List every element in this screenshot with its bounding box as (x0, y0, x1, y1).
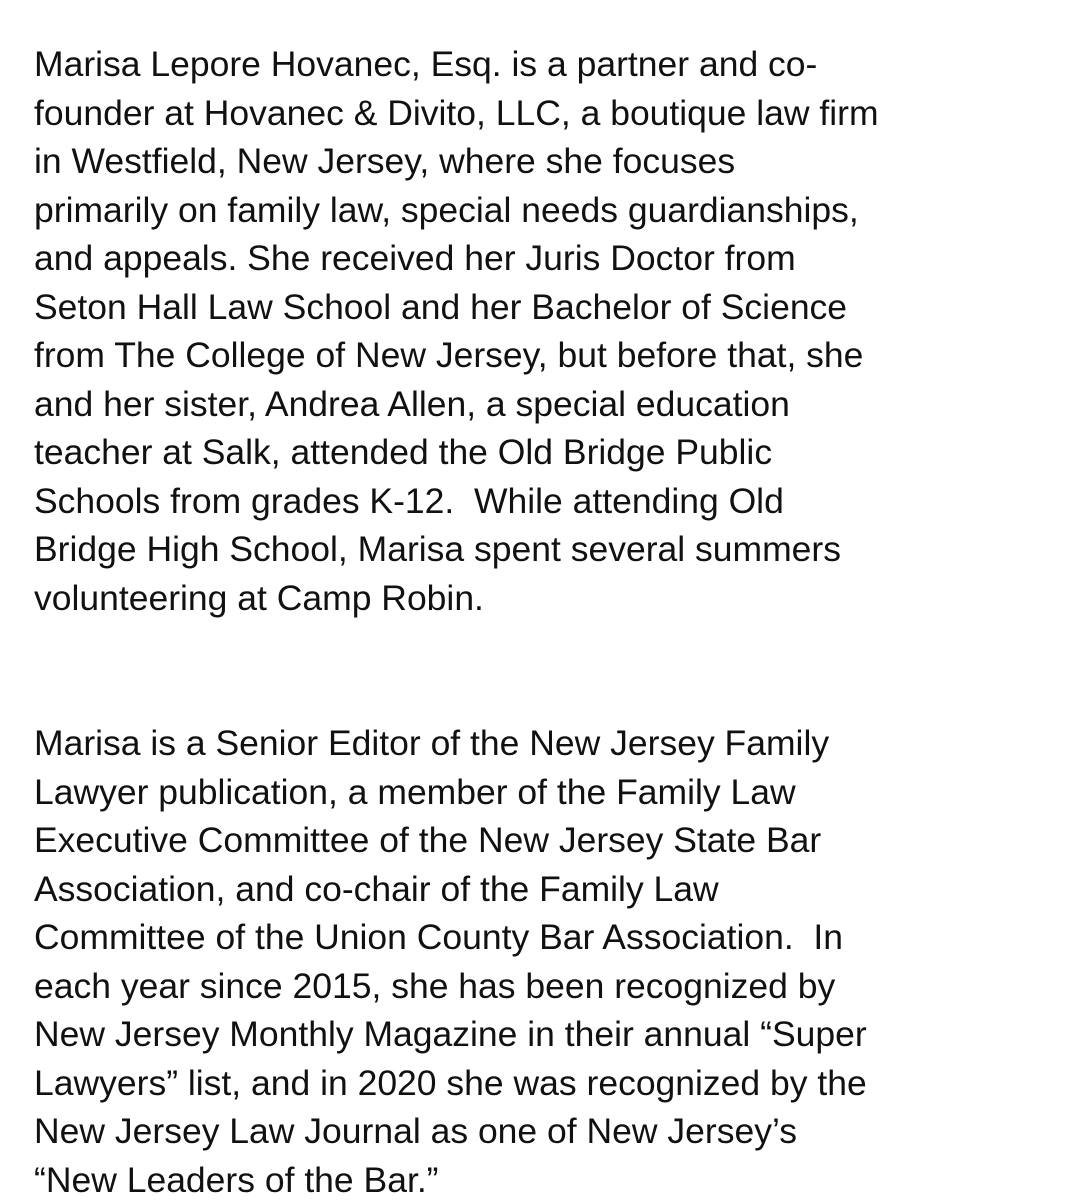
bio-paragraph-1 (34, 40, 1054, 622)
text-line: Executive Committee of the New Jersey State Bar (34, 816, 1054, 865)
text-line: in Westfield, New Jersey, where she focuses (34, 137, 1054, 186)
text-line: Marisa is a Senior Editor of the New Jersey Family (34, 719, 1054, 768)
text-line: and her sister, Andrea Allen, a special education (34, 380, 1054, 429)
text-line: and appeals. She received her Juris Doctor from (34, 234, 1054, 283)
text-line: Lawyer publication, a member of the Family Law (34, 768, 1054, 817)
text-line: Seton Hall Law School and her Bachelor of Science (34, 283, 1054, 332)
text-line: Lawyers” list, and in 2020 she was recognized by the (34, 1059, 1054, 1108)
text-line: New Jersey Law Journal as one of New Jersey’s (34, 1107, 1054, 1156)
text-line: Committee of the Union County Bar Association. In (34, 913, 1054, 962)
text-line: volunteering at Camp Robin. (34, 574, 1054, 623)
text-line: from The College of New Jersey, but before that, she (34, 331, 1054, 380)
text-line: “New Leaders of the Bar.” (34, 1156, 1054, 1204)
paragraph-spacer (34, 622, 1054, 719)
text-line: Schools from grades K-12. While attending Old (34, 477, 1054, 526)
text-line: Association, and co-chair of the Family Law (34, 865, 1054, 914)
text-line: teacher at Salk, attended the Old Bridge Public (34, 428, 1054, 477)
text-line: primarily on family law, special needs guardianships, (34, 186, 1054, 235)
bio-document (34, 40, 1054, 1204)
text-line: Bridge High School, Marisa spent several summers (34, 525, 1054, 574)
text-line: each year since 2015, she has been recognized by (34, 962, 1054, 1011)
text-line: founder at Hovanec & Divito, LLC, a boutique law firm (34, 89, 1054, 138)
bio-paragraph-2 (34, 719, 1054, 1204)
text-line: Marisa Lepore Hovanec, Esq. is a partner and co- (34, 40, 1054, 89)
text-line: New Jersey Monthly Magazine in their annual “Super (34, 1010, 1054, 1059)
